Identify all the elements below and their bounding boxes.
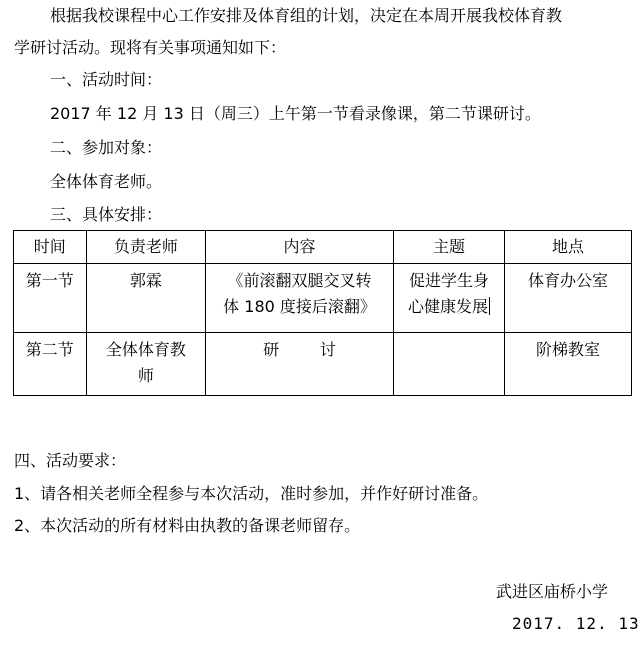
teacher-line-1: 全体体育教 bbox=[105, 340, 186, 359]
signature-school: 武进区庙桥小学 bbox=[496, 582, 609, 601]
intro-line-1: 根据我校课程中心工作安排及体育组的计划，决定在本周开展我校体育教 bbox=[50, 6, 563, 25]
section-heading-schedule: 三、具体安排： bbox=[50, 205, 163, 224]
content-line-1: 《前滚翻双腿交叉转 bbox=[227, 271, 372, 290]
activity-time-text: 2017 年 12 月 13 日（周三）上午第一节看录像课，第二节课研讨。 bbox=[50, 104, 541, 123]
content-line-2: 体 180 度接后滚翻》 bbox=[223, 297, 376, 316]
header-topic: 主题 bbox=[393, 231, 504, 264]
header-place: 地点 bbox=[504, 231, 631, 264]
schedule-table bbox=[13, 230, 632, 396]
participants-text: 全体体育老师。 bbox=[50, 172, 163, 191]
header-time: 时间 bbox=[14, 231, 87, 264]
table-header-row bbox=[14, 231, 632, 264]
intro-line-2: 学研讨活动。现将有关事项通知如下： bbox=[14, 38, 287, 57]
cell-place: 阶梯教室 bbox=[504, 333, 631, 396]
section-heading-participants: 二、参加对象： bbox=[50, 138, 163, 157]
requirement-item: 1、请各相关老师全程参与本次活动，准时参加，并作好研讨准备。 bbox=[14, 484, 489, 503]
requirement-item: 2、本次活动的所有材料由执教的备课老师留存。 bbox=[14, 516, 361, 535]
cell-time: 第一节 bbox=[14, 264, 87, 333]
cell-topic bbox=[393, 333, 504, 396]
cell-content bbox=[206, 333, 394, 396]
header-content: 内容 bbox=[206, 231, 394, 264]
table-row bbox=[14, 264, 632, 333]
cell-time: 第二节 bbox=[14, 333, 87, 396]
cell-place: 体育办公室 bbox=[504, 264, 631, 333]
header-teacher: 负责老师 bbox=[86, 231, 206, 264]
text-cursor bbox=[489, 297, 490, 315]
table-row bbox=[14, 333, 632, 396]
teacher-line-2: 师 bbox=[137, 366, 154, 385]
cell-teacher bbox=[86, 333, 206, 396]
section-heading-time: 一、活动时间： bbox=[50, 70, 163, 89]
section-heading-requirements: 四、活动要求： bbox=[14, 451, 127, 470]
signature-date: 2017. 12. 13 bbox=[512, 614, 640, 633]
cell-content bbox=[206, 264, 394, 333]
topic-line-2: 心健康发展 bbox=[407, 297, 488, 316]
content-text: 研 讨 bbox=[263, 340, 336, 359]
cell-teacher: 郭霖 bbox=[86, 264, 206, 333]
cell-topic bbox=[393, 264, 504, 333]
topic-line-1: 促进学生身 bbox=[408, 271, 489, 290]
